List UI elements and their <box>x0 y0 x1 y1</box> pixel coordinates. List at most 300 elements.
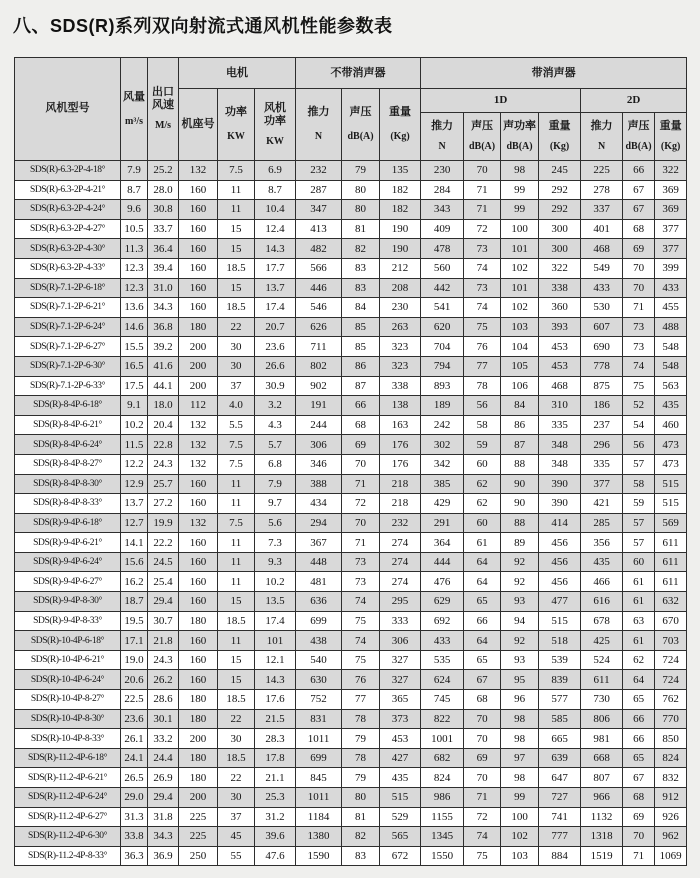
value-cell: 186 <box>581 396 623 416</box>
value-cell: 100 <box>501 807 539 827</box>
value-cell: 22 <box>218 317 255 337</box>
value-cell: 778 <box>581 356 623 376</box>
value-cell: 47.6 <box>255 846 296 866</box>
value-cell: 434 <box>296 494 342 514</box>
value-cell: 9.6 <box>121 200 148 220</box>
model-cell: SDS(R)-10-4P-6-21° <box>15 650 121 670</box>
value-cell: 724 <box>655 670 687 690</box>
value-cell: 70 <box>464 709 501 729</box>
value-cell: 56 <box>623 435 655 455</box>
value-cell: 101 <box>255 631 296 651</box>
value-cell: 73 <box>623 337 655 357</box>
table-row <box>15 631 687 651</box>
value-cell: 806 <box>581 709 623 729</box>
value-cell: 28.0 <box>148 180 179 200</box>
table-row <box>15 435 687 455</box>
value-cell: 300 <box>539 219 581 239</box>
value-cell: 98 <box>501 709 539 729</box>
value-cell: 200 <box>179 729 218 749</box>
value-cell: 98 <box>501 729 539 749</box>
value-cell: 70 <box>623 827 655 847</box>
model-cell: SDS(R)-6.3-2P-4-21° <box>15 180 121 200</box>
value-cell: 64 <box>623 670 655 690</box>
value-cell: 435 <box>380 768 421 788</box>
value-cell: 333 <box>380 611 421 631</box>
value-cell: 36.3 <box>121 846 148 866</box>
value-cell: 535 <box>421 650 464 670</box>
value-cell: 11 <box>218 180 255 200</box>
value-cell: 926 <box>655 807 687 827</box>
value-cell: 16.2 <box>121 572 148 592</box>
value-cell: 377 <box>655 219 687 239</box>
value-cell: 912 <box>655 788 687 808</box>
value-cell: 71 <box>342 533 380 553</box>
value-cell: 17.1 <box>121 631 148 651</box>
value-cell: 218 <box>380 494 421 514</box>
value-cell: 770 <box>655 709 687 729</box>
value-cell: 369 <box>655 200 687 220</box>
value-cell: 287 <box>296 180 342 200</box>
model-cell: SDS(R)-10-4P-8-27° <box>15 690 121 710</box>
value-cell: 69 <box>464 748 501 768</box>
table-row <box>15 494 687 514</box>
value-cell: 85 <box>342 337 380 357</box>
value-cell: 60 <box>464 454 501 474</box>
value-cell: 33.2 <box>148 729 179 749</box>
value-cell: 460 <box>655 415 687 435</box>
value-cell: 160 <box>179 631 218 651</box>
value-cell: 245 <box>539 161 581 181</box>
value-cell: 78 <box>342 748 380 768</box>
value-cell: 81 <box>342 807 380 827</box>
value-cell: 17.8 <box>255 748 296 768</box>
value-cell: 7.5 <box>218 454 255 474</box>
value-cell: 11 <box>218 200 255 220</box>
value-cell: 9.7 <box>255 494 296 514</box>
value-cell: 160 <box>179 592 218 612</box>
value-cell: 611 <box>655 572 687 592</box>
value-cell: 57 <box>623 454 655 474</box>
value-cell: 73 <box>342 552 380 572</box>
value-cell: 71 <box>464 200 501 220</box>
value-cell: 429 <box>421 494 464 514</box>
value-cell: 19.9 <box>148 513 179 533</box>
value-cell: 70 <box>464 729 501 749</box>
value-cell: 67 <box>623 200 655 220</box>
value-cell: 106 <box>501 376 539 396</box>
value-cell: 569 <box>655 513 687 533</box>
value-cell: 225 <box>179 807 218 827</box>
value-cell: 727 <box>539 788 581 808</box>
value-cell: 263 <box>380 317 421 337</box>
value-cell: 90 <box>501 474 539 494</box>
table-row <box>15 768 687 788</box>
value-cell: 17.4 <box>255 611 296 631</box>
value-cell: 68 <box>623 219 655 239</box>
value-cell: 295 <box>380 592 421 612</box>
table-row <box>15 317 687 337</box>
value-cell: 22.5 <box>121 690 148 710</box>
value-cell: 607 <box>581 317 623 337</box>
value-cell: 132 <box>179 415 218 435</box>
value-cell: 15 <box>218 239 255 259</box>
value-cell: 83 <box>342 258 380 278</box>
header-with-silencer-group: 带消声器 <box>421 58 687 89</box>
value-cell: 22.2 <box>148 533 179 553</box>
value-cell: 21.8 <box>148 631 179 651</box>
value-cell: 94 <box>501 611 539 631</box>
header-1d-swl: 声功率 dB(A) <box>501 113 539 161</box>
value-cell: 19.5 <box>121 611 148 631</box>
header-2d-group: 2D <box>581 89 687 113</box>
value-cell: 1011 <box>296 788 342 808</box>
value-cell: 850 <box>655 729 687 749</box>
value-cell: 75 <box>342 650 380 670</box>
value-cell: 302 <box>421 435 464 455</box>
value-cell: 893 <box>421 376 464 396</box>
value-cell: 291 <box>421 513 464 533</box>
value-cell: 611 <box>655 533 687 553</box>
value-cell: 777 <box>539 827 581 847</box>
value-cell: 438 <box>296 631 342 651</box>
value-cell: 5.7 <box>255 435 296 455</box>
header-fan-model: 风机型号 <box>15 58 121 161</box>
value-cell: 103 <box>501 846 539 866</box>
value-cell: 225 <box>581 161 623 181</box>
value-cell: 442 <box>421 278 464 298</box>
value-cell: 71 <box>464 180 501 200</box>
value-cell: 189 <box>421 396 464 416</box>
value-cell: 83 <box>342 846 380 866</box>
table-row <box>15 219 687 239</box>
model-cell: SDS(R)-8-4P-8-33° <box>15 494 121 514</box>
model-cell: SDS(R)-9-4P-6-18° <box>15 513 121 533</box>
value-cell: 59 <box>464 435 501 455</box>
value-cell: 473 <box>655 454 687 474</box>
value-cell: 690 <box>581 337 623 357</box>
value-cell: 180 <box>179 768 218 788</box>
value-cell: 34.3 <box>148 827 179 847</box>
value-cell: 36.4 <box>148 239 179 259</box>
value-cell: 66 <box>342 396 380 416</box>
value-cell: 83 <box>342 278 380 298</box>
value-cell: 61 <box>464 533 501 553</box>
value-cell: 61 <box>623 592 655 612</box>
value-cell: 64 <box>464 552 501 572</box>
value-cell: 182 <box>380 180 421 200</box>
value-cell: 160 <box>179 572 218 592</box>
value-cell: 190 <box>380 219 421 239</box>
value-cell: 1318 <box>581 827 623 847</box>
value-cell: 27.2 <box>148 494 179 514</box>
value-cell: 24.1 <box>121 748 148 768</box>
value-cell: 30.1 <box>148 709 179 729</box>
value-cell: 388 <box>296 474 342 494</box>
value-cell: 97 <box>501 748 539 768</box>
model-cell: SDS(R)-6.3-2P-4-33° <box>15 258 121 278</box>
value-cell: 477 <box>539 592 581 612</box>
model-cell: SDS(R)-11.2-4P-6-18° <box>15 748 121 768</box>
value-cell: 67 <box>464 670 501 690</box>
value-cell: 9.3 <box>255 552 296 572</box>
value-cell: 278 <box>581 180 623 200</box>
value-cell: 356 <box>581 533 623 553</box>
value-cell: 180 <box>179 709 218 729</box>
value-cell: 103 <box>501 317 539 337</box>
value-cell: 1069 <box>655 846 687 866</box>
table-row <box>15 376 687 396</box>
value-cell: 456 <box>539 572 581 592</box>
value-cell: 67 <box>623 180 655 200</box>
value-cell: 160 <box>179 552 218 572</box>
value-cell: 190 <box>380 239 421 259</box>
value-cell: 72 <box>342 494 380 514</box>
value-cell: 342 <box>421 454 464 474</box>
value-cell: 30 <box>218 337 255 357</box>
value-cell: 966 <box>581 788 623 808</box>
value-cell: 18.7 <box>121 592 148 612</box>
value-cell: 14.3 <box>255 670 296 690</box>
value-cell: 409 <box>421 219 464 239</box>
value-cell: 87 <box>342 376 380 396</box>
value-cell: 100 <box>501 219 539 239</box>
table-row <box>15 592 687 612</box>
model-cell: SDS(R)-7.1-2P-6-30° <box>15 356 121 376</box>
value-cell: 7.5 <box>218 513 255 533</box>
value-cell: 563 <box>655 376 687 396</box>
value-cell: 414 <box>539 513 581 533</box>
value-cell: 75 <box>464 846 501 866</box>
value-cell: 86 <box>501 415 539 435</box>
value-cell: 104 <box>501 337 539 357</box>
value-cell: 200 <box>179 788 218 808</box>
model-cell: SDS(R)-9-4P-6-24° <box>15 552 121 572</box>
value-cell: 74 <box>464 298 501 318</box>
model-cell: SDS(R)-6.3-2P-4-27° <box>15 219 121 239</box>
value-cell: 373 <box>380 709 421 729</box>
value-cell: 31.3 <box>121 807 148 827</box>
value-cell: 682 <box>421 748 464 768</box>
value-cell: 446 <box>296 278 342 298</box>
value-cell: 225 <box>179 827 218 847</box>
table-row <box>15 572 687 592</box>
value-cell: 626 <box>296 317 342 337</box>
value-cell: 541 <box>421 298 464 318</box>
value-cell: 616 <box>581 592 623 612</box>
table-row <box>15 827 687 847</box>
value-cell: 45 <box>218 827 255 847</box>
value-cell: 200 <box>179 337 218 357</box>
value-cell: 90 <box>501 494 539 514</box>
value-cell: 15 <box>218 592 255 612</box>
value-cell: 44.1 <box>148 376 179 396</box>
value-cell: 13.6 <box>121 298 148 318</box>
value-cell: 176 <box>380 454 421 474</box>
value-cell: 160 <box>179 298 218 318</box>
header-spl-nosil: 声压 dB(A) <box>342 89 380 161</box>
value-cell: 435 <box>655 396 687 416</box>
value-cell: 10.2 <box>121 415 148 435</box>
value-cell: 338 <box>539 278 581 298</box>
table-row <box>15 298 687 318</box>
value-cell: 89 <box>501 533 539 553</box>
value-cell: 39.6 <box>255 827 296 847</box>
value-cell: 699 <box>296 748 342 768</box>
value-cell: 17.6 <box>255 690 296 710</box>
table-header <box>15 58 687 161</box>
table-row <box>15 807 687 827</box>
value-cell: 306 <box>380 631 421 651</box>
value-cell: 80 <box>342 180 380 200</box>
value-cell: 839 <box>539 670 581 690</box>
value-cell: 668 <box>581 748 623 768</box>
value-cell: 421 <box>581 494 623 514</box>
value-cell: 393 <box>539 317 581 337</box>
value-cell: 802 <box>296 356 342 376</box>
value-cell: 160 <box>179 200 218 220</box>
value-cell: 30.9 <box>255 376 296 396</box>
value-cell: 699 <box>296 611 342 631</box>
value-cell: 15 <box>218 650 255 670</box>
value-cell: 22 <box>218 768 255 788</box>
value-cell: 11 <box>218 631 255 651</box>
value-cell: 60 <box>623 552 655 572</box>
model-cell: SDS(R)-7.1-2P-6-33° <box>15 376 121 396</box>
value-cell: 665 <box>539 729 581 749</box>
value-cell: 66 <box>623 709 655 729</box>
value-cell: 11 <box>218 552 255 572</box>
table-row <box>15 258 687 278</box>
value-cell: 14.3 <box>255 239 296 259</box>
value-cell: 11 <box>218 572 255 592</box>
model-cell: SDS(R)-9-4P-6-21° <box>15 533 121 553</box>
value-cell: 20.7 <box>255 317 296 337</box>
value-cell: 39.4 <box>148 258 179 278</box>
model-cell: SDS(R)-8-4P-8-30° <box>15 474 121 494</box>
value-cell: 292 <box>539 200 581 220</box>
model-cell: SDS(R)-7.1-2P-6-21° <box>15 298 121 318</box>
value-cell: 25.4 <box>148 572 179 592</box>
value-cell: 160 <box>179 670 218 690</box>
value-cell: 75 <box>464 317 501 337</box>
value-cell: 132 <box>179 513 218 533</box>
value-cell: 74 <box>342 631 380 651</box>
value-cell: 60 <box>464 513 501 533</box>
header-2d-spl: 声压 dB(A) <box>623 113 655 161</box>
value-cell: 26.9 <box>148 768 179 788</box>
value-cell: 80 <box>342 788 380 808</box>
value-cell: 12.4 <box>255 219 296 239</box>
header-1d-spl: 声压 dB(A) <box>464 113 501 161</box>
value-cell: 31.0 <box>148 278 179 298</box>
value-cell: 12.3 <box>121 258 148 278</box>
value-cell: 274 <box>380 572 421 592</box>
value-cell: 7.9 <box>121 161 148 181</box>
value-cell: 448 <box>296 552 342 572</box>
value-cell: 762 <box>655 690 687 710</box>
value-cell: 58 <box>464 415 501 435</box>
value-cell: 294 <box>296 513 342 533</box>
value-cell: 61 <box>623 631 655 651</box>
value-cell: 13.5 <box>255 592 296 612</box>
value-cell: 629 <box>421 592 464 612</box>
value-cell: 456 <box>539 533 581 553</box>
header-airflow: 风量 m³/s <box>121 58 148 161</box>
value-cell: 433 <box>655 278 687 298</box>
value-cell: 57 <box>623 513 655 533</box>
value-cell: 15 <box>218 219 255 239</box>
value-cell: 845 <box>296 768 342 788</box>
value-cell: 435 <box>581 552 623 572</box>
value-cell: 39.2 <box>148 337 179 357</box>
value-cell: 30.7 <box>148 611 179 631</box>
value-cell: 218 <box>380 474 421 494</box>
value-cell: 549 <box>581 258 623 278</box>
table-row <box>15 748 687 768</box>
value-cell: 180 <box>179 748 218 768</box>
value-cell: 18.5 <box>218 690 255 710</box>
value-cell: 182 <box>380 200 421 220</box>
value-cell: 84 <box>501 396 539 416</box>
value-cell: 92 <box>501 572 539 592</box>
value-cell: 11 <box>218 474 255 494</box>
value-cell: 101 <box>501 239 539 259</box>
value-cell: 56 <box>464 396 501 416</box>
value-cell: 6.9 <box>255 161 296 181</box>
value-cell: 79 <box>342 768 380 788</box>
value-cell: 25.2 <box>148 161 179 181</box>
value-cell: 31.8 <box>148 807 179 827</box>
value-cell: 585 <box>539 709 581 729</box>
table-row <box>15 396 687 416</box>
value-cell: 160 <box>179 219 218 239</box>
value-cell: 831 <box>296 709 342 729</box>
value-cell: 18.5 <box>218 298 255 318</box>
value-cell: 160 <box>179 258 218 278</box>
value-cell: 37 <box>218 376 255 396</box>
value-cell: 529 <box>380 807 421 827</box>
value-cell: 68 <box>623 788 655 808</box>
value-cell: 15.6 <box>121 552 148 572</box>
value-cell: 1184 <box>296 807 342 827</box>
value-cell: 132 <box>179 435 218 455</box>
value-cell: 546 <box>296 298 342 318</box>
value-cell: 78 <box>342 709 380 729</box>
model-cell: SDS(R)-7.1-2P-6-18° <box>15 278 121 298</box>
value-cell: 71 <box>623 298 655 318</box>
value-cell: 670 <box>655 611 687 631</box>
value-cell: 88 <box>501 454 539 474</box>
value-cell: 93 <box>501 650 539 670</box>
value-cell: 86 <box>342 356 380 376</box>
value-cell: 323 <box>380 356 421 376</box>
value-cell: 11 <box>218 494 255 514</box>
value-cell: 82 <box>342 827 380 847</box>
value-cell: 28.3 <box>255 729 296 749</box>
value-cell: 1001 <box>421 729 464 749</box>
value-cell: 18.5 <box>218 748 255 768</box>
value-cell: 565 <box>380 827 421 847</box>
value-cell: 71 <box>623 846 655 866</box>
value-cell: 20.6 <box>121 670 148 690</box>
value-cell: 74 <box>342 592 380 612</box>
value-cell: 15.5 <box>121 337 148 357</box>
value-cell: 13.7 <box>121 494 148 514</box>
value-cell: 832 <box>655 768 687 788</box>
table-row <box>15 611 687 631</box>
value-cell: 466 <box>581 572 623 592</box>
value-cell: 364 <box>421 533 464 553</box>
